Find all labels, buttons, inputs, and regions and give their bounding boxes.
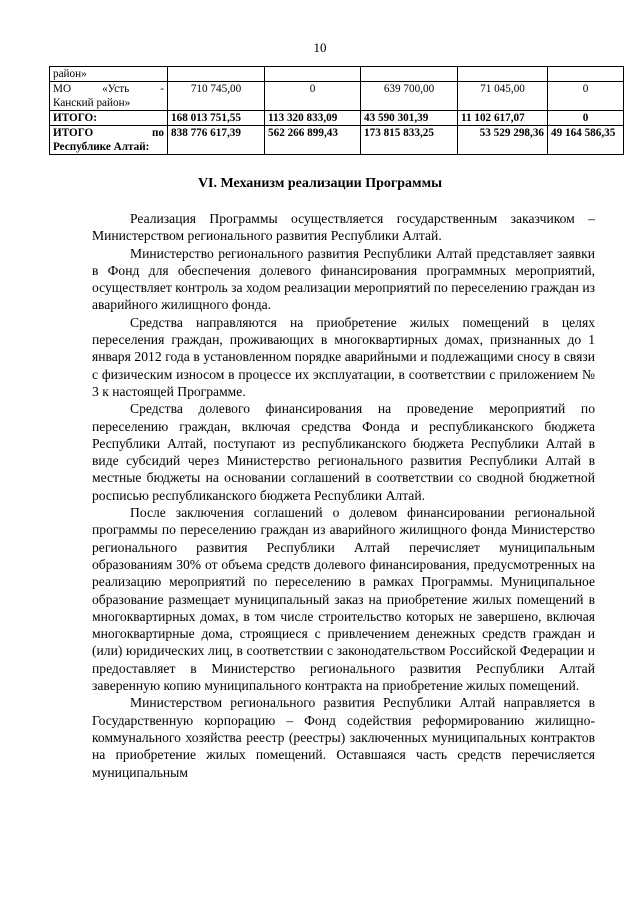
table-cell: 53 529 298,36 xyxy=(458,126,548,155)
table-cell-name xyxy=(50,82,168,111)
table-cell xyxy=(361,67,458,82)
table-cell-name xyxy=(50,126,168,155)
name-part: по xyxy=(151,127,164,139)
name-part: ИТОГО xyxy=(53,127,94,139)
table-row-total xyxy=(50,111,624,126)
table-cell: 0 xyxy=(548,111,624,126)
name-part: «Усть xyxy=(102,83,130,95)
paragraph: Реализация Программы осуществляется государственным заказчиком – Министерством регионального развития Республики Алтай. xyxy=(92,211,595,244)
table-cell xyxy=(168,67,265,82)
table-cell: 0 xyxy=(548,82,624,111)
paragraph: Министерство регионального развития Республики Алтай представляет заявки в Фонд для обеспечения долевого финансирования программных мероприятий, осуществляет контроль за ходом реализации мероприятий по переселению граждан из аварийного жилищного фонда. xyxy=(92,245,595,313)
table-cell: 168 013 751,55 xyxy=(168,111,265,126)
table-cell: 838 776 617,39 xyxy=(168,126,265,155)
table-cell: 710 745,00 xyxy=(168,82,265,111)
table-cell: 11 102 617,07 xyxy=(458,111,548,126)
table-cell xyxy=(548,67,624,82)
paragraph: Средства направляются на приобретение жилых помещений в целях переселения граждан, проживающих в многоквартирных домах, признанных до 1 января 2012 года в установленном порядке аварийными и подлежащими сносу в связи с физическим износом в процессе их эксплуатации, в соответствии с приложением № 3 к настоящей Программе. xyxy=(92,314,595,399)
paragraph: После заключения соглашений о долевом финансировании региональной программы по переселению граждан из аварийного жилищного фонда Министерство регионального развития Республики Алтай перечисляет муниципальным образованиям 30% от объема средств долевого финансирования, предусмотренных на реализацию мероприятий по переселению в рамках Программы. Муниципальное образование размещает муниципальный заказ на приобретение жилых помещений в многоквартирных домах, в том числе строительство которых не завершено, включая многоквартирные дома, строящиеся с привлечением денежных средств граждан и (или) юридических лиц, в соответствии с законодательством Российской Федерации и предоставляет в Министерство регионального развития Республики Алтай заверенную копию муниципального контракта на приобретение жилых помещений. xyxy=(92,505,595,694)
table-cell: 173 815 833,25 xyxy=(361,126,458,155)
name-line: Канский район» xyxy=(53,97,131,109)
table-row xyxy=(50,82,624,111)
name-line: Республике Алтай: xyxy=(53,141,150,153)
table-cell: 562 266 899,43 xyxy=(265,126,361,155)
name-part: - xyxy=(160,83,164,95)
table-row xyxy=(50,67,624,82)
paragraph: Министерством регионального развития Республики Алтай направляется в Государственную корпорацию – Фонд содействия реформированию жилищно-коммунального хозяйства реестр (реестры) заключенных муниципальных контрактов на приобретение жилых помещений. Оставшаяся часть средств перечисляется муниципальным xyxy=(92,695,595,780)
table-cell: 43 590 301,39 xyxy=(361,111,458,126)
name-part: МО xyxy=(53,83,72,95)
table-cell: 113 320 833,09 xyxy=(265,111,361,126)
table-cell: 71 045,00 xyxy=(458,82,548,111)
page-number: 10 xyxy=(313,40,327,55)
table-cell xyxy=(458,67,548,82)
budget-table xyxy=(49,66,624,155)
table-cell-name: ИТОГО: xyxy=(50,111,168,126)
body-text xyxy=(92,210,595,781)
table-row-grand-total xyxy=(50,126,624,155)
table-cell: 639 700,00 xyxy=(361,82,458,111)
table-cell: 0 xyxy=(265,82,361,111)
table-cell: 49 164 586,35 xyxy=(548,126,624,155)
section-title: VI. Механизм реализации Программы xyxy=(197,176,443,191)
table-cell xyxy=(265,67,361,82)
paragraph: Средства долевого финансирования на проведение мероприятий по переселению граждан, включая средства Фонда и республиканского бюджета Республики Алтай, поступают из республиканского бюджета Республики Алтай в виде субсидий через Министерство регионального развития Республики Алтай в местные бюджеты на основании соглашений в соответствии со сводной бюджетной росписью республиканского бюджета Республики Алтай. xyxy=(92,401,595,503)
table-cell-name: район» xyxy=(50,67,168,82)
